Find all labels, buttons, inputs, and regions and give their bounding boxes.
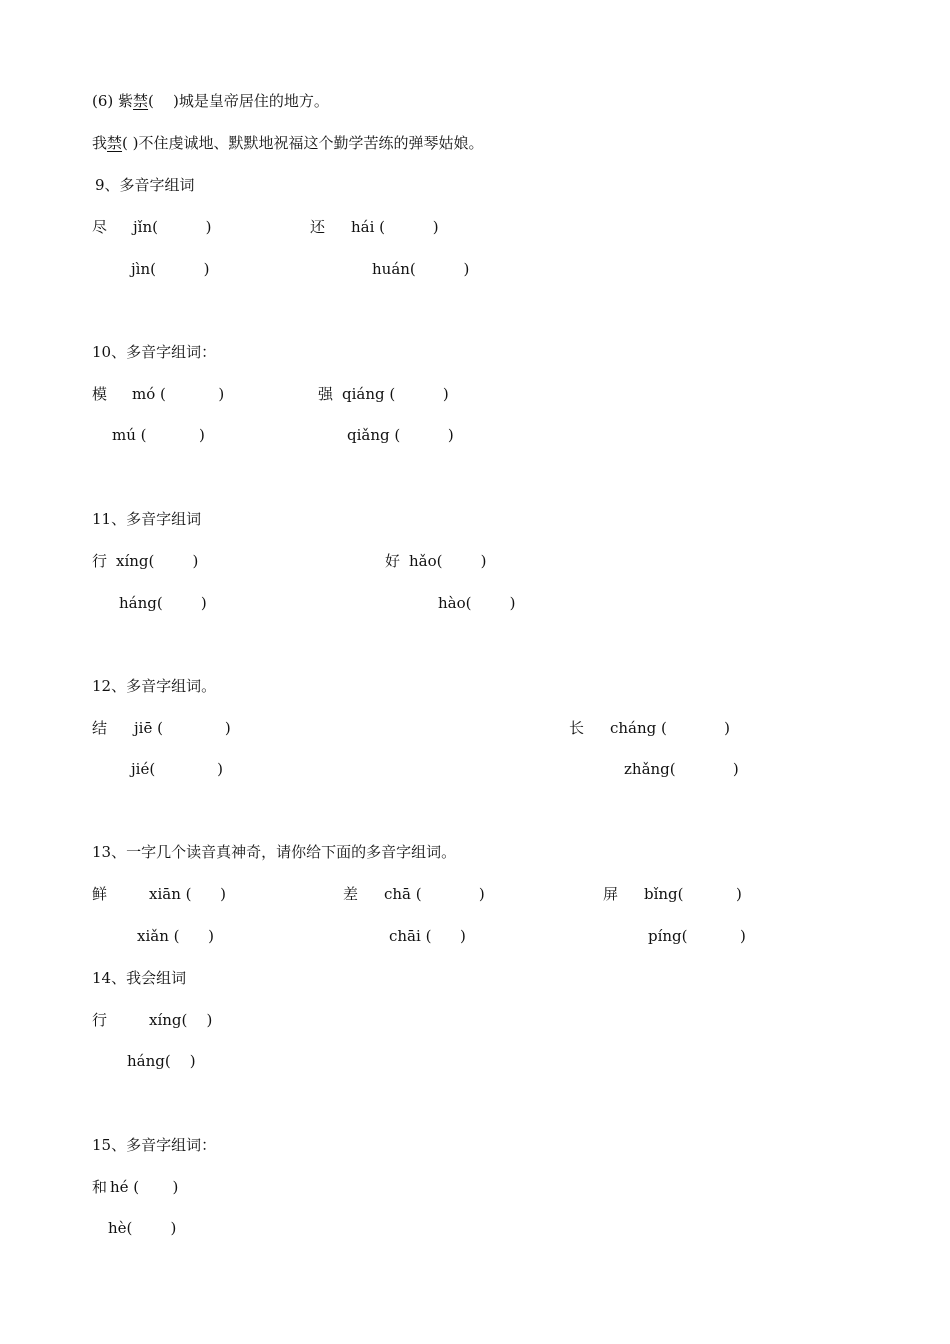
q11-char-2-pinyin-1: hǎo( ) xyxy=(409,552,487,570)
q15-title: 15、多音字组词： xyxy=(92,1136,217,1154)
q13-char-1: 鲜 xyxy=(92,885,108,903)
q13-char-1-pinyin-1: xiān ( ) xyxy=(149,885,226,903)
q12-char-2: 长 xyxy=(569,719,585,737)
q9-char-1: 尽 xyxy=(92,218,108,236)
q13-char-3-pinyin-1: bǐng( ) xyxy=(644,885,742,903)
q6-line2-pre: 我 xyxy=(92,134,108,152)
q14-title: 14、我会组词 xyxy=(92,969,187,987)
q12-char-1-pinyin-2: jié( ) xyxy=(131,760,224,778)
q6-line2-post: ( )不住虔诚地、默默地祝福这个勤学苦练的弹琴姑娘。 xyxy=(122,134,484,152)
q6-line2-char: 禁 xyxy=(107,134,123,152)
q15-char-1: 和 xyxy=(92,1178,108,1196)
q13-title: 13、一字几个读音真神奇，请你给下面的多音字组词。 xyxy=(92,843,457,861)
q10-char-1-pinyin-1: mó ( ) xyxy=(132,385,225,403)
q14-char-1-pinyin-1: xíng( ) xyxy=(149,1011,213,1029)
q11-char-1-pinyin-1: xíng( ) xyxy=(116,552,199,570)
q12-char-1-pinyin-1: jiē ( ) xyxy=(134,719,231,737)
q14-char-1-pinyin-2: háng( ) xyxy=(127,1052,196,1070)
q10-title: 10、多音字组词： xyxy=(92,343,217,361)
q12-char-1: 结 xyxy=(92,719,108,737)
q14-char-1: 行 xyxy=(92,1011,108,1029)
q11-char-1-pinyin-2: háng( ) xyxy=(119,594,207,612)
q10-char-1: 模 xyxy=(92,385,108,403)
q10-char-1-pinyin-2: mú ( ) xyxy=(112,426,205,444)
q9-char-2-pinyin-2: huán( ) xyxy=(372,260,470,278)
q12-char-2-pinyin-1: cháng ( ) xyxy=(610,719,730,737)
q13-char-1-pinyin-2: xiǎn ( ) xyxy=(137,927,214,945)
q10-char-2-pinyin-1: qiáng ( ) xyxy=(342,385,449,403)
q15-char-1-pinyin-2: hè( ) xyxy=(108,1219,177,1237)
q13-char-2-pinyin-2: chāi ( ) xyxy=(389,927,466,945)
q10-char-2: 强 xyxy=(318,385,334,403)
q12-char-2-pinyin-2: zhǎng( ) xyxy=(624,760,739,778)
q6-line1-post: ( )城是皇帝居住的地方。 xyxy=(148,92,329,110)
q13-char-3: 屏 xyxy=(603,885,619,903)
q9-char-2: 还 xyxy=(310,218,326,236)
q11-char-2-pinyin-2: hào( ) xyxy=(438,594,516,612)
q11-title: 11、多音字组词 xyxy=(92,510,202,528)
q10-char-2-pinyin-2: qiǎng ( ) xyxy=(347,426,454,444)
q13-char-3-pinyin-2: píng( ) xyxy=(648,927,746,945)
q12-title: 12、多音字组词。 xyxy=(92,677,217,695)
q6-line2 xyxy=(92,134,484,152)
q13-char-2-pinyin-1: chā ( ) xyxy=(384,885,485,903)
q11-char-1: 行 xyxy=(92,552,108,570)
q9-char-1-pinyin-1: jǐn( ) xyxy=(133,218,212,236)
q6-line1 xyxy=(92,92,329,110)
q6-line1-pre: (6) 紫 xyxy=(92,92,134,110)
q15-char-1-pinyin-1: hé ( ) xyxy=(110,1178,179,1196)
q9-title: 9、多音字组词 xyxy=(95,176,195,194)
q11-char-2: 好 xyxy=(385,552,401,570)
q9-char-1-pinyin-2: jìn( ) xyxy=(131,260,210,278)
q9-char-2-pinyin-1: hái ( ) xyxy=(351,218,439,236)
q6-line1-char: 禁 xyxy=(133,92,149,110)
q13-char-2: 差 xyxy=(343,885,359,903)
